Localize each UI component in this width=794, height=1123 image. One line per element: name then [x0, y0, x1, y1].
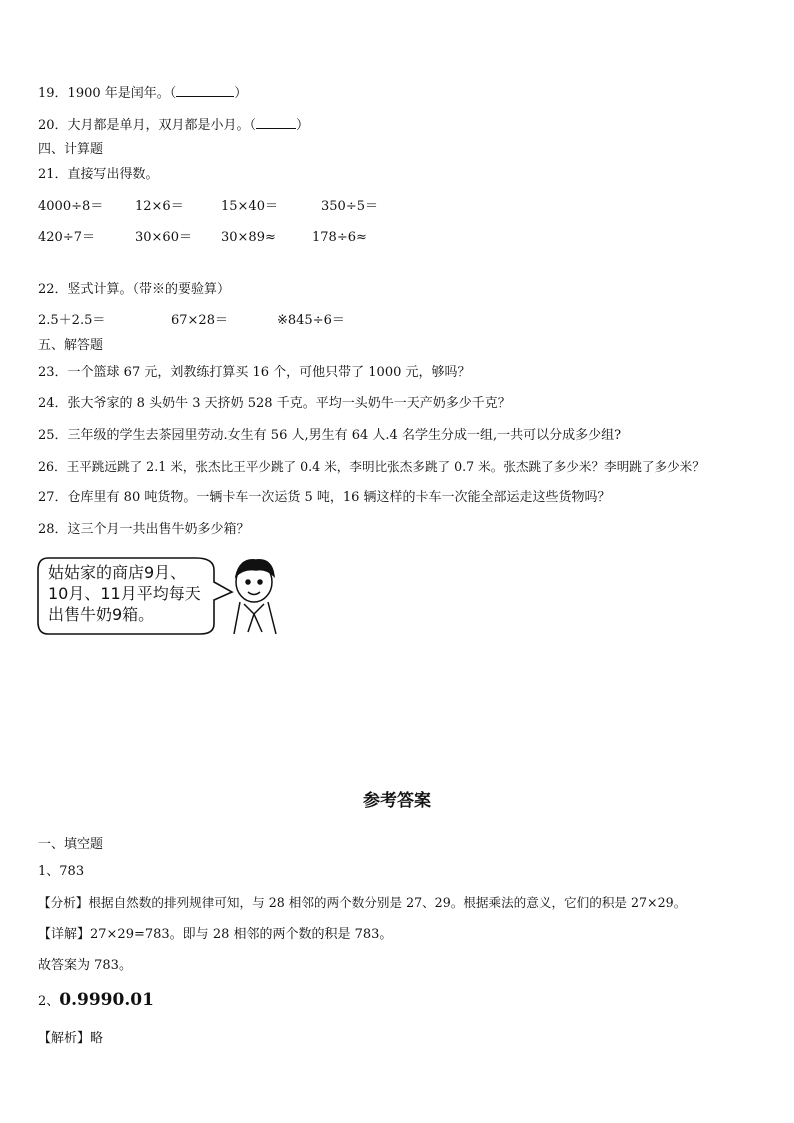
calc-item: 12×6＝	[135, 199, 184, 214]
answer-1-number: 1、783	[38, 864, 85, 879]
answer-section-heading: 一、填空题	[38, 837, 104, 852]
speech-illustration	[36, 554, 286, 638]
calc-item: 178÷6≈	[312, 230, 367, 245]
calc-item: 30×60＝	[135, 230, 192, 245]
question-23: 23．一个篮球 67 元，刘教练打算买 16 个，可他只带了 1000 元，够吗？	[38, 365, 471, 380]
calc-item: 30×89≈	[221, 230, 276, 245]
answer-2: 2、0.9990.01	[38, 990, 154, 1010]
question-26: 26．王平跳远跳了 2.1 米，张杰比王平少跳了 0.4 米，李明比张杰多跳了 0.7 米。张杰跳了多少米？李明跳了多少米？	[38, 459, 705, 474]
calc-item: 4000÷8＝	[38, 199, 104, 214]
question-24: 24．张大爷家的 8 头奶牛 3 天挤奶 528 千克。平均一头奶牛一天产奶多少千克？	[38, 396, 511, 411]
question-27: 27．仓库里有 80 吨货物。一辆卡车一次运货 5 吨，16 辆这样的卡车一次能全部运走这些货物吗？	[38, 490, 611, 505]
question-22: 22．竖式计算。（带※的要验算）	[38, 282, 231, 297]
question-19: 19．1900 年是闰年。（ ）	[38, 86, 248, 101]
boy-icon	[234, 560, 276, 634]
calc-item: ※845÷6＝	[277, 313, 345, 328]
question-21: 21．直接写出得数。	[38, 167, 159, 182]
calc-item: 420÷7＝	[38, 230, 95, 245]
question-20: 20．大月都是单月，双月都是小月。（ ）	[38, 118, 310, 133]
section-heading-solve: 五、解答题	[38, 338, 104, 353]
question-28: 28．这三个月一共出售牛奶多少箱？	[38, 522, 250, 537]
answer-blank[interactable]	[176, 84, 234, 97]
answer-2-value: 0.9990.01	[59, 990, 154, 1010]
calc-item: 2.5＋2.5＝	[38, 313, 106, 328]
answer-title: 参考答案	[363, 791, 431, 811]
speech-bubble-text: 姑姑家的商店9月、 10月、11月平均每天 出售牛奶9箱。	[48, 563, 201, 624]
answer-blank[interactable]	[256, 116, 296, 129]
answer-1-conclusion: 故答案为 783。	[38, 958, 132, 973]
answer-1-analysis: 【分析】根据自然数的排列规律可知，与 28 相邻的两个数分别是 27、29。根据乘法的意义，它们的积是 27×29。	[38, 895, 687, 910]
answer-2-analysis: 【解析】略	[38, 1031, 104, 1046]
question-25: 25．三年级的学生去茶园里劳动.女生有 56 人,男生有 64 人.4 名学生分成一组,一共可以分成多少组?	[38, 428, 622, 443]
answer-1-detail: 【详解】27×29=783。即与 28 相邻的两个数的积是 783。	[38, 927, 393, 942]
calc-item: 67×28＝	[171, 313, 228, 328]
calc-item: 15×40＝	[221, 199, 278, 214]
calc-item: 350÷5＝	[321, 199, 378, 214]
section-heading-calc: 四、计算题	[38, 142, 104, 157]
